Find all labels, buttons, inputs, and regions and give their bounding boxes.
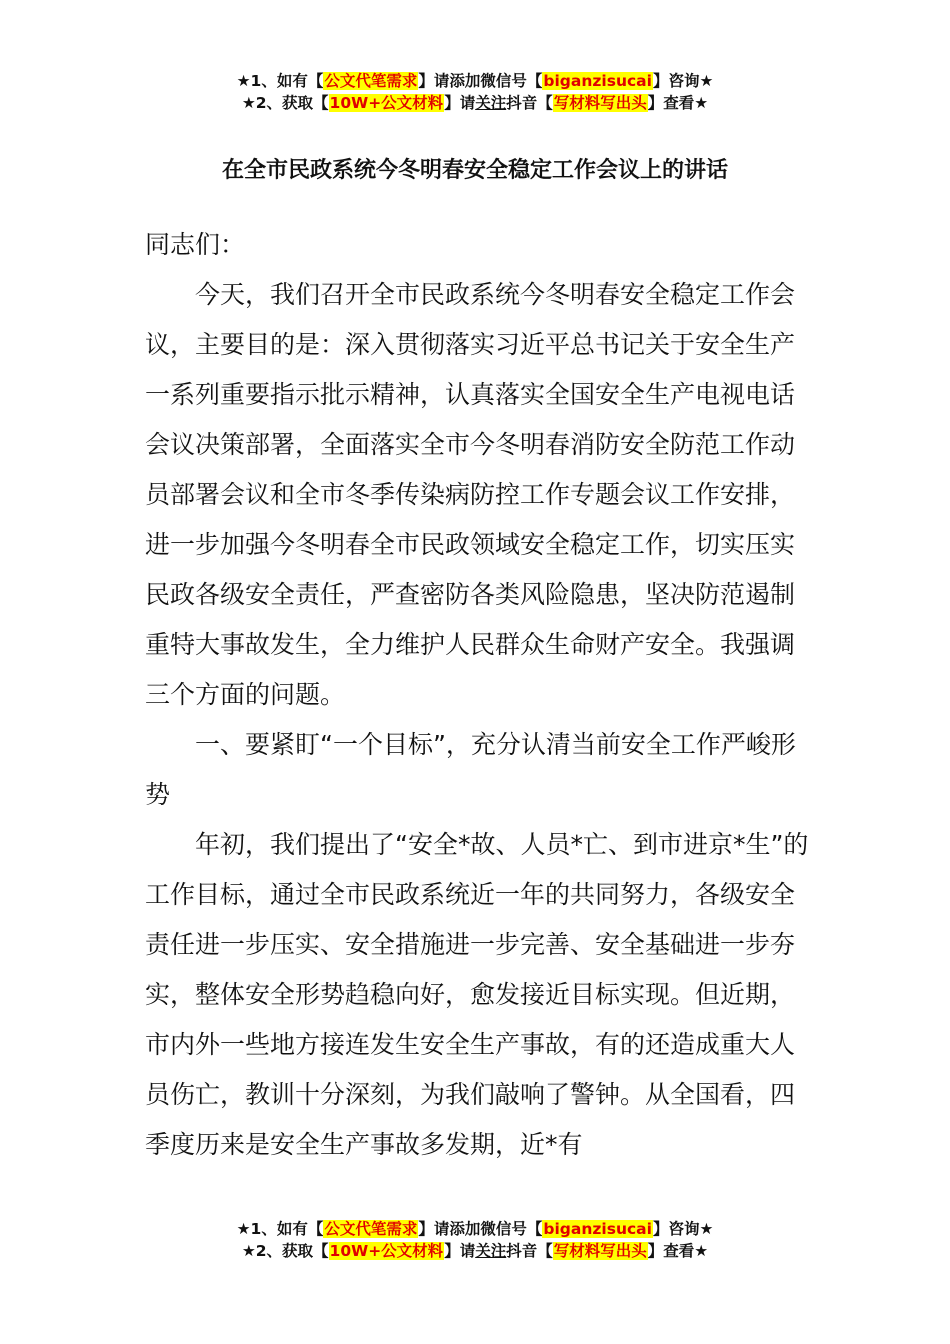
header-ad-line-2: ★2、获取【10W+公文材料】请关注抖音【写材料写出头】查看★ bbox=[241, 94, 709, 112]
footer-ad-line-1: ★1、如有【公文代笔需求】请添加微信号【biganzisucai】咨询★ bbox=[236, 1220, 714, 1238]
ad-highlight: 10W+公文材料 bbox=[329, 1242, 444, 1260]
document-title: 在全市民政系统今冬明春安全稳定工作会议上的讲话 bbox=[221, 158, 728, 183]
section-heading: 一、要紧盯“一个目标”，充分认清当前安全工作严峻形势 bbox=[145, 730, 796, 809]
footer-ad bbox=[0, 1218, 950, 1262]
douyin-account: 写材料写出头 bbox=[553, 1242, 647, 1260]
paragraph: 今天，我们召开全市民政系统今冬明春安全稳定工作会议，主要目的是：深入贯彻落实习近平总书记关于安全生产一系列重要指示批示精神，认真落实全国安全生产电视电话会议决策部署，全面落实全市今冬明春消防安全防范工作动员部署会议和全市冬季传染病防控工作专题会议工作安排，进一步加强今冬明春全市民政领域安全稳定工作，切实压实民政各级安全责任，严查密防各类风险隐患，坚决防范遏制重特大事故发生，全力维护人民群众生命财产安全。我强调三个方面的问题。 bbox=[145, 280, 796, 709]
wechat-id: biganzisucai bbox=[543, 72, 652, 90]
douyin-account: 写材料写出头 bbox=[553, 94, 647, 112]
ad-highlight: 10W+公文材料 bbox=[329, 94, 444, 112]
ad-highlight: 公文代笔需求 bbox=[324, 72, 418, 90]
footer-ad-line-2: ★2、获取【10W+公文材料】请关注抖音【写材料写出头】查看★ bbox=[241, 1242, 709, 1260]
ad-highlight: 公文代笔需求 bbox=[324, 1220, 418, 1238]
header-ad-line-1: ★1、如有【公文代笔需求】请添加微信号【biganzisucai】咨询★ bbox=[236, 72, 714, 90]
header-ad bbox=[0, 70, 950, 114]
document-body bbox=[145, 220, 810, 1170]
paragraph: 年初，我们提出了“安全*故、人员*亡、到市进京*生”的工作目标，通过全市民政系统近一年的共同努力，各级安全责任进一步压实、安全措施进一步完善、安全基础进一步夯实，整体安全形势趋稳向好，愈发接近目标实现。但近期，市内外一些地方接连发生安全生产事故，有的还造成重大人员伤亡，教训十分深刻，为我们敲响了警钟。从全国看，四季度历来是安全生产事故多发期，近*有 bbox=[145, 830, 809, 1159]
wechat-id: biganzisucai bbox=[543, 1220, 652, 1238]
salutation: 同志们： bbox=[145, 230, 246, 259]
